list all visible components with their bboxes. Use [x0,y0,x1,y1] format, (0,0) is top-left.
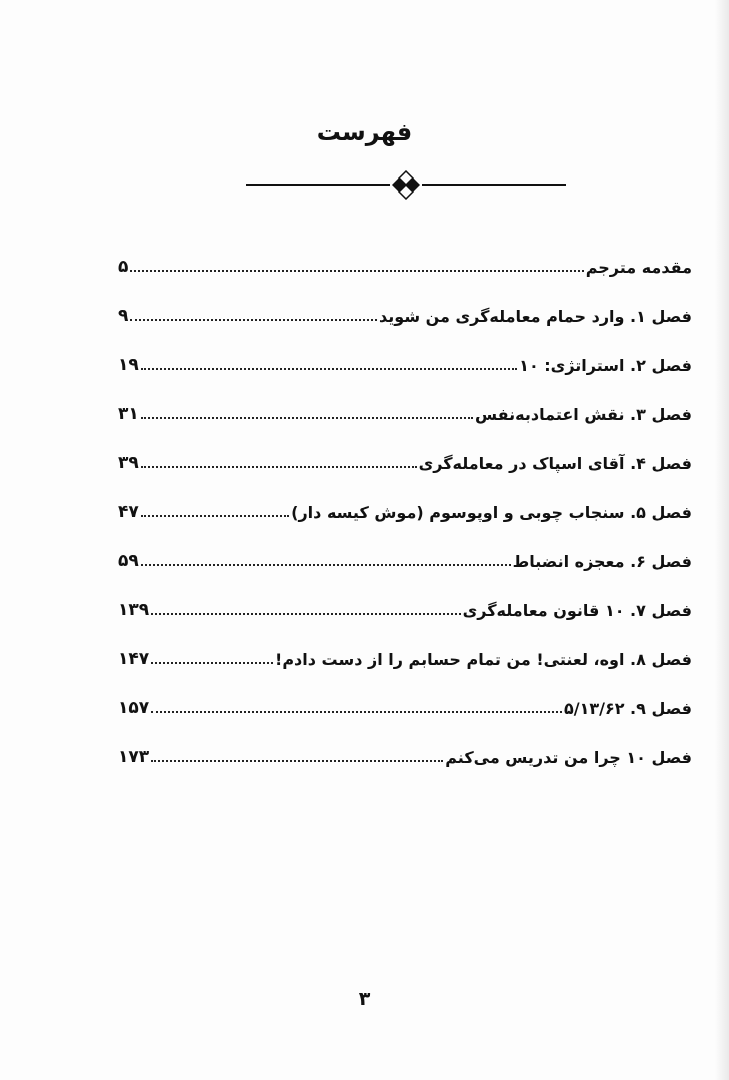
toc-entry-page: ۱۳۹ [118,600,150,620]
toc-entry[interactable] [118,522,692,571]
toc-entry-page: ۹ [118,306,129,326]
toc-entry-title: فصل ۱۰ چرا من تدریس می‌کنم [445,748,692,767]
toc-dot-leader [141,416,473,419]
toc-entry-title: فصل ۵. سنجاب چوبی و اوپوسوم (موش کیسه دار) [291,503,692,522]
toc-entry-page: ۱۴۷ [118,649,150,669]
toc-dot-leader [141,465,417,468]
toc-entry-page: ۳۹ [118,453,139,473]
toc-dot-leader [151,710,562,713]
page-edge-shadow [715,0,729,1080]
toc-dot-leader [130,269,583,272]
toc-entry-title: فصل ۱. وارد حمام معامله‌گری من شوید [379,307,692,326]
toc-entry-title: مقدمه مترجم [585,258,692,277]
toc-entry-title: فصل ۴. آقای اسپاک در معامله‌گری [418,454,692,473]
table-of-contents [118,228,692,767]
toc-entry-title: فصل ۸. اوه، لعنتی! من تمام حسابم را از دست دادم! [275,650,692,669]
toc-entry-page: ۱۵۷ [118,698,150,718]
toc-entry[interactable] [118,669,692,718]
toc-dot-leader [130,318,377,321]
toc-entry[interactable] [118,277,692,326]
toc-entry-title: فصل ۹. ۵/۱۳/۶۲ [563,699,692,718]
toc-entry-title: فصل ۳. نقش اعتمادبه‌نفس [475,405,692,424]
toc-entry-page: ۱۹ [118,355,139,375]
toc-dot-leader [141,514,289,517]
toc-entry[interactable] [118,228,692,277]
toc-entry-page: ۴۷ [118,502,139,522]
toc-entry-page: ۳۱ [118,404,139,424]
toc-entry-title: فصل ۶. معجزه انضباط [512,552,692,571]
toc-dot-leader [151,661,273,664]
toc-entry[interactable] [118,718,692,767]
toc-entry-title: فصل ۲. استراتژی: ۱۰ [519,356,692,375]
toc-entry[interactable] [118,424,692,473]
toc-entry[interactable] [118,375,692,424]
toc-dot-leader [151,612,460,615]
page-title: فهرست [316,118,413,146]
toc-entry-page: ۵۹ [118,551,139,571]
toc-entry[interactable] [118,571,692,620]
toc-dot-leader [141,367,517,370]
page-number: ۳ [358,988,371,1010]
toc-entry-page: ۱۷۳ [118,747,150,767]
toc-entry[interactable] [118,473,692,522]
toc-entry-page: ۵ [118,257,129,277]
toc-entry-title: فصل ۷. ۱۰ قانون معامله‌گری [462,601,692,620]
toc-entry[interactable] [118,620,692,669]
toc-dot-leader [141,563,511,566]
toc-entry[interactable] [118,326,692,375]
toc-dot-leader [151,759,443,762]
divider-ornament [246,170,566,200]
